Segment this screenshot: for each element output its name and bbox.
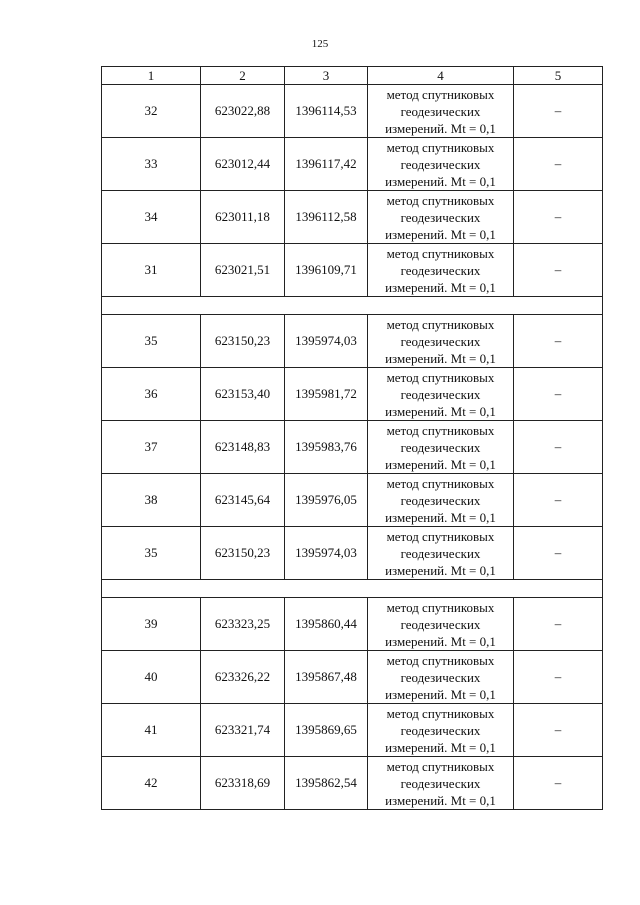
- x-coordinate-cell: 623148,83: [201, 421, 285, 474]
- method-line: метод спутниковых: [386, 369, 495, 385]
- method-line: метод спутниковых: [386, 599, 495, 615]
- method-line: геодезических: [400, 386, 481, 402]
- note-cell: –: [514, 598, 603, 651]
- column-header-2: 2: [201, 67, 285, 85]
- method-line: геодезических: [400, 262, 481, 278]
- table-row: [102, 244, 603, 297]
- point-number-cell: 42: [102, 757, 201, 810]
- table-row: [102, 598, 603, 651]
- method-line: измерений. Mt = 0,1: [385, 403, 496, 419]
- method-cell: [368, 244, 514, 297]
- y-coordinate-cell: 1396112,58: [285, 191, 368, 244]
- table-row: [102, 85, 603, 138]
- y-coordinate-cell: 1395862,54: [285, 757, 368, 810]
- note-cell: –: [514, 421, 603, 474]
- point-number-cell: 41: [102, 704, 201, 757]
- note-cell: –: [514, 704, 603, 757]
- point-number-cell: 38: [102, 474, 201, 527]
- method-cell: [368, 421, 514, 474]
- note-cell: –: [514, 757, 603, 810]
- method-line: геодезических: [400, 209, 481, 225]
- point-number-cell: 34: [102, 191, 201, 244]
- method-line: измерений. Mt = 0,1: [385, 686, 496, 702]
- method-cell: [368, 368, 514, 421]
- page-number: 125: [311, 38, 329, 50]
- method-line: метод спутниковых: [386, 758, 495, 774]
- method-line: метод спутниковых: [386, 528, 495, 544]
- method-line: геодезических: [400, 545, 481, 561]
- point-number-cell: 40: [102, 651, 201, 704]
- method-line: геодезических: [400, 103, 481, 119]
- note-cell: –: [514, 527, 603, 580]
- table-row: [102, 315, 603, 368]
- method-cell: [368, 315, 514, 368]
- method-cell: [368, 191, 514, 244]
- point-number-cell: 39: [102, 598, 201, 651]
- note-cell: –: [514, 138, 603, 191]
- column-header-3: 3: [285, 67, 368, 85]
- point-number-cell: 31: [102, 244, 201, 297]
- table-header-row: [102, 67, 603, 85]
- method-line: метод спутниковых: [386, 422, 495, 438]
- method-cell: [368, 598, 514, 651]
- method-line: метод спутниковых: [386, 245, 495, 261]
- method-line: геодезических: [400, 616, 481, 632]
- method-line: метод спутниковых: [386, 705, 495, 721]
- table-row: [102, 368, 603, 421]
- method-line: метод спутниковых: [386, 316, 495, 332]
- point-number-cell: 32: [102, 85, 201, 138]
- method-line: метод спутниковых: [386, 86, 495, 102]
- method-line: измерений. Mt = 0,1: [385, 792, 496, 808]
- method-line: геодезических: [400, 722, 481, 738]
- y-coordinate-cell: 1395867,48: [285, 651, 368, 704]
- note-cell: –: [514, 191, 603, 244]
- y-coordinate-cell: 1395981,72: [285, 368, 368, 421]
- method-line: измерений. Mt = 0,1: [385, 456, 496, 472]
- x-coordinate-cell: 623012,44: [201, 138, 285, 191]
- x-coordinate-cell: 623326,22: [201, 651, 285, 704]
- x-coordinate-cell: 623318,69: [201, 757, 285, 810]
- x-coordinate-cell: 623011,18: [201, 191, 285, 244]
- table-row: [102, 138, 603, 191]
- point-number-cell: 36: [102, 368, 201, 421]
- x-coordinate-cell: 623150,23: [201, 527, 285, 580]
- column-header-4: 4: [368, 67, 514, 85]
- method-line: измерений. Mt = 0,1: [385, 509, 496, 525]
- method-line: геодезических: [400, 492, 481, 508]
- column-header-5: 5: [514, 67, 603, 85]
- method-line: измерений. Mt = 0,1: [385, 173, 496, 189]
- x-coordinate-cell: 623021,51: [201, 244, 285, 297]
- method-line: геодезических: [400, 333, 481, 349]
- group-separator-cell: [102, 297, 603, 315]
- x-coordinate-cell: 623321,74: [201, 704, 285, 757]
- x-coordinate-cell: 623150,23: [201, 315, 285, 368]
- method-line: метод спутниковых: [386, 475, 495, 491]
- method-cell: [368, 527, 514, 580]
- method-line: метод спутниковых: [386, 652, 495, 668]
- method-line: метод спутниковых: [386, 139, 495, 155]
- method-line: геодезических: [400, 439, 481, 455]
- y-coordinate-cell: 1396114,53: [285, 85, 368, 138]
- method-cell: [368, 651, 514, 704]
- table-row: [102, 421, 603, 474]
- point-number-cell: 37: [102, 421, 201, 474]
- y-coordinate-cell: 1395869,65: [285, 704, 368, 757]
- note-cell: –: [514, 85, 603, 138]
- method-line: геодезических: [400, 669, 481, 685]
- method-cell: [368, 138, 514, 191]
- table-row: [102, 704, 603, 757]
- y-coordinate-cell: 1396109,71: [285, 244, 368, 297]
- table-row: [102, 527, 603, 580]
- method-line: метод спутниковых: [386, 192, 495, 208]
- group-separator-row: [102, 297, 603, 315]
- y-coordinate-cell: 1396117,42: [285, 138, 368, 191]
- table-row: [102, 651, 603, 704]
- table-row: [102, 474, 603, 527]
- y-coordinate-cell: 1395974,03: [285, 527, 368, 580]
- y-coordinate-cell: 1395974,03: [285, 315, 368, 368]
- x-coordinate-cell: 623323,25: [201, 598, 285, 651]
- method-line: измерений. Mt = 0,1: [385, 120, 496, 136]
- table-row: [102, 757, 603, 810]
- x-coordinate-cell: 623145,64: [201, 474, 285, 527]
- note-cell: –: [514, 315, 603, 368]
- method-line: измерений. Mt = 0,1: [385, 633, 496, 649]
- y-coordinate-cell: 1395860,44: [285, 598, 368, 651]
- table-body: [102, 85, 603, 810]
- method-cell: [368, 85, 514, 138]
- method-line: измерений. Mt = 0,1: [385, 350, 496, 366]
- method-line: измерений. Mt = 0,1: [385, 562, 496, 578]
- y-coordinate-cell: 1395983,76: [285, 421, 368, 474]
- method-line: измерений. Mt = 0,1: [385, 739, 496, 755]
- y-coordinate-cell: 1395976,05: [285, 474, 368, 527]
- x-coordinate-cell: 623153,40: [201, 368, 285, 421]
- table-row: [102, 191, 603, 244]
- x-coordinate-cell: 623022,88: [201, 85, 285, 138]
- point-number-cell: 35: [102, 527, 201, 580]
- note-cell: –: [514, 244, 603, 297]
- note-cell: –: [514, 474, 603, 527]
- method-line: измерений. Mt = 0,1: [385, 279, 496, 295]
- method-line: измерений. Mt = 0,1: [385, 226, 496, 242]
- coordinates-table: [101, 66, 603, 810]
- method-cell: [368, 757, 514, 810]
- note-cell: –: [514, 651, 603, 704]
- point-number-cell: 35: [102, 315, 201, 368]
- group-separator-cell: [102, 580, 603, 598]
- note-cell: –: [514, 368, 603, 421]
- method-cell: [368, 474, 514, 527]
- point-number-cell: 33: [102, 138, 201, 191]
- method-cell: [368, 704, 514, 757]
- column-header-1: 1: [102, 67, 201, 85]
- method-line: геодезических: [400, 775, 481, 791]
- group-separator-row: [102, 580, 603, 598]
- method-line: геодезических: [400, 156, 481, 172]
